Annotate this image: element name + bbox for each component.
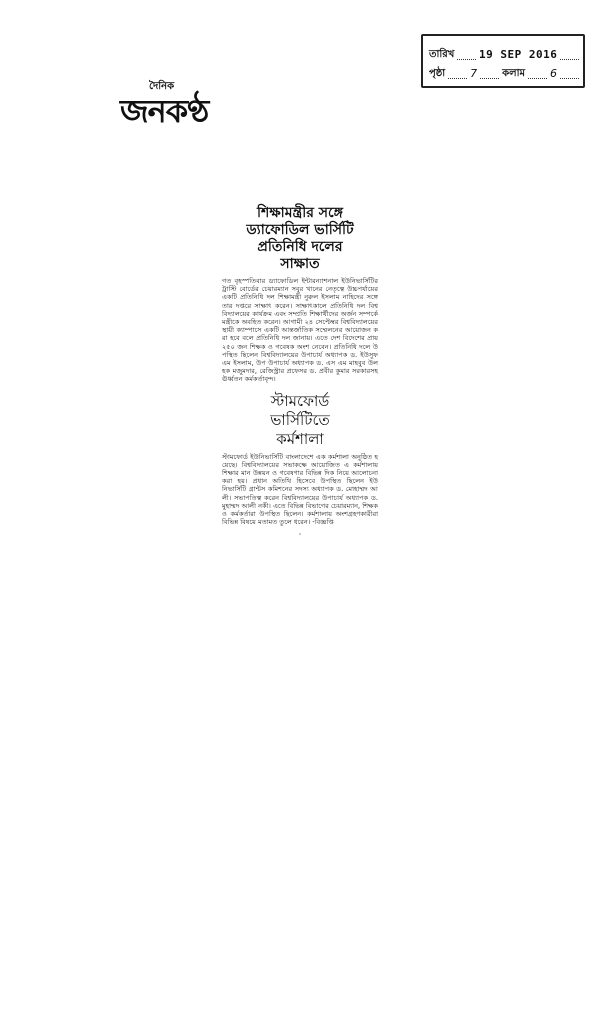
article-body: গত বৃহস্পতিবার ড্যাফোডিল ইন্টারন্যাশনাল ইউনিভার্সিটির ট্রাস্টি বোর্ডের চেয়ারম্যান সবুর খানের নেতৃত্বে উচ্চপর্যায়ের একটি প্রতিনিধি দল শিক্ষামন্ত্রী নুরুল ইসলাম নাহিদের সঙ্গে তার দপ্তরে সাক্ষাৎ করেন। সাক্ষাৎকালে প্রতিনিধি দল বিশ্ববিদ্যালয়ের কার্যক্রম এবং সম্প্রতি শিক্ষার্থীদের অর্জন সম্পর্কে মন্ত্রীকে অবহিত করেন। আগামী ২৪ সেপ্টেম্বর বিশ্ববিদ্যালয়ের স্থায়ী ক্যাম্পাসে একটি আন্তর্জাতিক সম্মেলনের আয়োজন করা হবে বলে প্রতিনিধি দল জানায়। এতে দেশ বিদেশের প্রায় ২৫০ জন শিক্ষক ও গবেষক অংশ নেবেন। প্রতিনিধি দলে উপস্থিত ছিলেন বিশ্ববিদ্যালয়ের উপাচার্য অধ্যাপক ড. ইউসুফ এম ইসলাম, উপ উপাচার্য অধ্যাপক ড. এস এম মাহবুব উল হক মজুমদার, রেজিস্ট্রার প্রফেসর ড. প্রবীর কুমার সরকারসহ ঊর্ধ্বতন কর্মকর্তাবৃন্দ। [222,277,378,384]
headline-line: শিক্ষামন্ত্রীর সঙ্গে [257,205,343,221]
headline-line: সাক্ষাত [280,256,320,272]
subheadline-line: ভার্সিটিতে [270,410,330,429]
subheadline [222,392,378,449]
headline [222,205,378,273]
subheadline-line: কর্মশালা [276,429,324,448]
newspaper-masthead: জনকণ্ঠ [120,92,209,130]
stamp-date-row [429,44,579,60]
end-mark: · [298,530,302,540]
archive-stamp [421,34,585,88]
headline-line: ড্যাফোডিল ভার্সিটি [246,222,354,238]
masthead-prefix: দৈনিক [149,81,175,92]
stamp-page-row [429,63,579,79]
news-clipping [222,205,378,539]
stamp-date-label: তারিখ [429,49,455,60]
stamp-column-label: কলাম [502,68,526,79]
headline-line: প্রতিনিধি দলের [257,239,343,255]
stamp-page-label: পৃষ্ঠা [429,68,446,79]
stamp-column-value: 6 [550,67,558,80]
article-body-second: স্টামফোর্ড ইউনিভার্সিটি বাংলাদেশে এক কর্মশালা অনুষ্ঠিত হয়েছে। বিশ্ববিদ্যালয়ের সভাকক্ষে আয়োজিত এ কর্মশালায় শিক্ষার মান উন্নয়ন ও গবেষণার বিভিন্ন দিক নিয়ে আলোচনা করা হয়। প্রধান অতিথি হিসেবে উপস্থিত ছিলেন ইউনিভার্সিটি গ্রান্টস কমিশনের সদস্য অধ্যাপক ড. মোহাম্মদ আলী। সভাপতিত্ব করেন বিশ্ববিদ্যালয়ের উপাচার্য অধ্যাপক ড. মুহাম্মদ আলী নকী। এতে বিভিন্ন বিভাগের চেয়ারম্যান, শিক্ষক ও কর্মকর্তারা উপস্থিত ছিলেন। কর্মশালায় অংশগ্রহণকারীরা বিভিন্ন বিষয়ে মতামত তুলে ধরেন। -বিজ্ঞপ্তি [222,452,378,527]
stamp-page-value: 7 [470,67,478,80]
subheadline-line: স্টামফোর্ড [270,391,330,410]
stamp-date-value: 19 SEP 2016 [479,48,558,61]
